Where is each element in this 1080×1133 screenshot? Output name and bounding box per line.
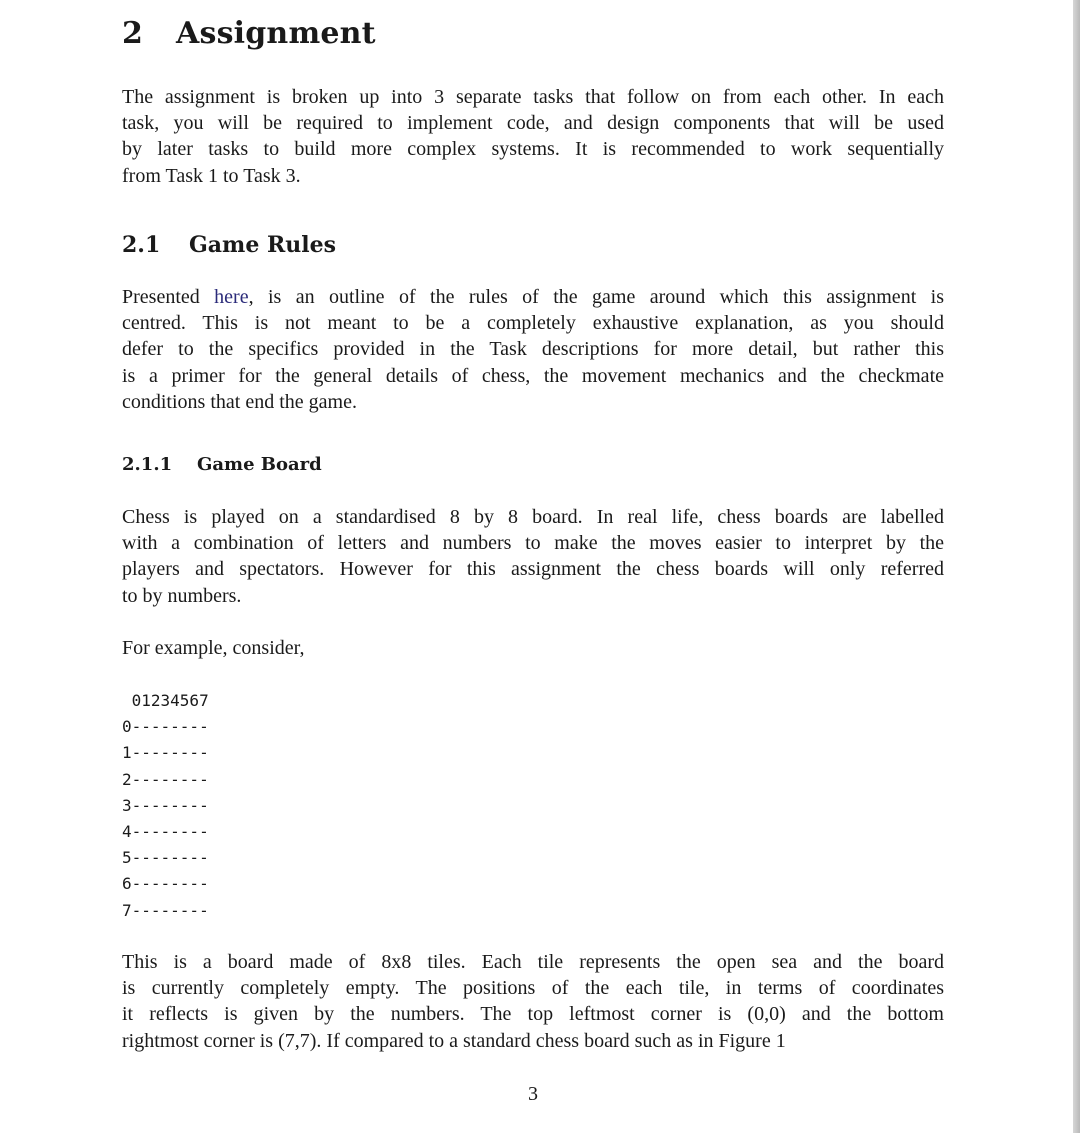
paragraph-line: by later tasks to build more complex systems. It is recommended to work sequentially [122, 138, 944, 161]
paragraph-line: The assignment is broken up into 3 separate tasks that follow on from each other. In each [122, 86, 944, 108]
paragraph-line: task, you will be required to implement code, and design components that will be used [122, 112, 944, 135]
paragraph-line: centred. This is not meant to be a completely exhaustive explanation, as you should [122, 312, 944, 335]
subsubsection-title: Game Board [197, 454, 322, 475]
board-description-paragraph [122, 949, 944, 1054]
section-number: 2 [122, 16, 144, 51]
subsubsection-heading [122, 454, 322, 475]
paragraph-line: defer to the specifics provided in the Task descriptions for more detail, but rather this [122, 338, 944, 361]
paragraph-line: players and spectators. However for this assignment the chess boards will only referred [122, 558, 944, 581]
game-board-paragraph [122, 504, 944, 609]
page-edge-shadow [1073, 0, 1080, 1133]
section-heading [122, 16, 376, 51]
paragraph-line: to by numbers. [122, 584, 242, 607]
game-rules-paragraph [122, 284, 944, 415]
line-text: , is an outline of the rules of the game around which this assignment is [248, 286, 944, 308]
paragraph-line: is a primer for the general details of chess, the movement mechanics and the checkmate [122, 364, 944, 387]
paragraph-line: rightmost corner is (7,7). If compared to a standard chess board such as in Figure 1 [122, 1029, 786, 1052]
paragraph-line: from Task 1 to Task 3. [122, 164, 301, 187]
section-title: Assignment [176, 16, 376, 51]
subsection-heading [122, 232, 336, 258]
subsection-title: Game Rules [189, 232, 336, 258]
paragraph-line: This is a board made of 8x8 tiles. Each tile represents the open sea and the board [122, 951, 944, 973]
subsubsection-number: 2.1.1 [122, 454, 173, 475]
subsection-number: 2.1 [122, 232, 161, 258]
paragraph-line [122, 284, 944, 310]
paragraph-line: conditions that end the game. [122, 390, 357, 413]
paragraph-line: Chess is played on a standardised 8 by 8 board. In real life, chess boards are labelled [122, 506, 944, 528]
paragraph-line: with a combination of letters and numbers to make the moves easier to interpret by the [122, 532, 944, 555]
paragraph-line: For example, consider, [122, 637, 305, 659]
here-link[interactable]: here [214, 286, 249, 308]
page-number: 3 [528, 1083, 538, 1105]
example-intro [122, 635, 944, 661]
line-text: Presented [122, 286, 215, 308]
paragraph-line: is currently completely empty. The positions of the each tile, in terms of coordinates [122, 977, 944, 1000]
paragraph-line: it reflects is given by the numbers. The top leftmost corner is (0,0) and the bottom [122, 1003, 944, 1026]
board-code-block: 01234567 0-------- 1-------- 2-------- 3-------- 4-------- 5-------- 6-------- 7-------- [122, 691, 209, 920]
intro-paragraph [122, 84, 944, 189]
